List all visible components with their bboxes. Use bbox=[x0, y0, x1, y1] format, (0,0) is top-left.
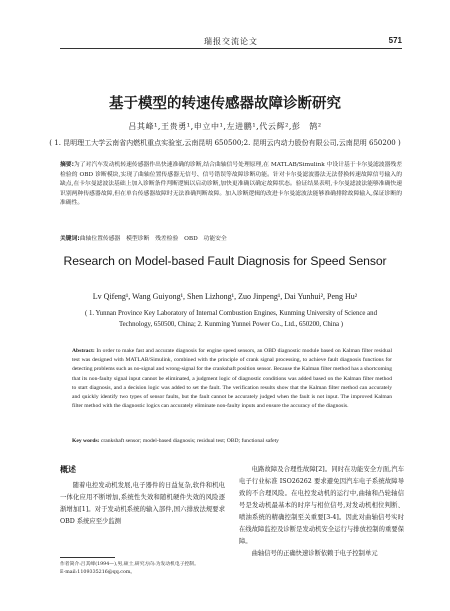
page-number: 571 bbox=[388, 36, 402, 45]
english-keywords bbox=[72, 437, 392, 446]
english-keywords-label: Key words: bbox=[72, 438, 100, 444]
english-authors: Lv Qifeng¹, Wang Guiyong¹, Shen Lizhong¹, Zuo Jinpeng¹, Dai Yunhui², Peng Hu² bbox=[92, 292, 358, 301]
body-paragraph: 电路故障及合理性故障[2]。同时在功能安全方面,汽车电子行业标准 ISO26262 要求避免因汽车电子系统故障导致的不合理风险。在电控发动机的运行中,曲轴和凸轮轴信号是发动机最基本的时序与相位信号,对发动机相位判断、喷油系统的精确控制至关重要[3-4]。因此对曲轴信号实时在线故障监控及诊断是发动机安全运行与排放控制的重要保障。 bbox=[239, 466, 404, 545]
body-column-left bbox=[60, 480, 225, 528]
body-paragraph: 随着电控发动机发展,电子器件的日益复杂,软件和机电一体化应用不断增加,系统性失效和随机硬件失效的风险逐渐增加[1]。对于发动机系统的输入部件,国六排放法规要求 OBD 系统应至少监测 bbox=[60, 482, 225, 525]
chinese-abstract-text: 为了对汽车发动机转速传感器作出快速准确的诊断,结合曲轴信号处理原理,在 MATLAB/Simulink 中设计基于卡尔曼滤波器残差检验的 OBD 诊断模块,实现了曲轴位置传感器无信号、信号错误等故障诊断功能。针对卡尔曼滤波器法无法替换转速故障信号输入的缺点,在卡尔曼滤波法基础上加入诊断条件判断逻辑以启动诊断,加快更准确以确定故障状态。验证结果表明,卡尔曼滤波法能够准确快速识别两种传感器故障,但在单台传感器故障时无法准确判断故障。加入诊断逻辑的改进卡尔曼滤波法能够准确排除故障输入,保证诊断的准确性。 bbox=[60, 162, 402, 207]
chinese-keywords-text: 曲轴位置传感器 模型诊断 残差检验 OBD 功能安全 bbox=[79, 236, 227, 242]
running-header bbox=[60, 30, 402, 49]
chinese-title: 基于模型的转速传感器故障诊断研究 bbox=[109, 96, 341, 112]
footnote-author-info: 作者简介:吕其峰(1994—),男,硕士,研究方向:为发动机电子控制。 bbox=[60, 562, 199, 567]
english-abstract-text: In order to make fast and accurate diagnosis for engine speed sensors, an OBD diagnostic module based on Kalman filter residual test was designed with MATLAB/Simulink, combined with the principle of crank signal processing, to achieve fault diagnosis functions for detecting problems such as no-signal and wrong-signal for the crankshaft position sensor. Because the Kalman filter method has a shortcoming that its non-faulty signal input cannot be eliminated, a judgment logic of diagnostic conditions was added based on the Kalman filter method to start diagnosis, and a decision logic was added to set the fault. The verification results show that the Kalman filter method can accurately and quickly identify two types of sensor faults, but the fault cannot be accurately judged when the fault is not input. The improved Kalman filter method with the diagnostic logics can accurately eliminate non-faulty inputs and ensure the accuracy of the diagnosis. bbox=[72, 348, 393, 410]
chinese-keywords-label: 关键词: bbox=[60, 236, 80, 242]
english-title: Research on Model-based Fault Diagnosis for Speed Sensor bbox=[63, 254, 387, 268]
english-keywords-text: crankshaft sensor; model-based diagnosis; residual test; OBD; functional safety bbox=[100, 438, 279, 444]
chinese-abstract-label: 摘要: bbox=[60, 162, 74, 168]
section-heading: 概述 bbox=[60, 465, 76, 474]
footnote-divider bbox=[60, 557, 115, 558]
footnote bbox=[60, 561, 228, 577]
body-paragraph: 曲轴信号的正确快速诊断依赖于电子控制单元 bbox=[251, 550, 378, 557]
english-abstract-label: Abstract: bbox=[72, 348, 95, 354]
chinese-affiliation: ( 1. 昆明理工大学云南省内燃机重点实验室,云南昆明 650500;2. 昆明云内动力股份有限公司,云南昆明 650200 ) bbox=[49, 139, 401, 147]
chinese-keywords bbox=[60, 235, 402, 244]
chinese-authors: 吕其峰¹,王贵勇¹,申立中¹,左进鹏¹,代云辉²,彭 鹄² bbox=[128, 122, 322, 131]
journal-name: 瑞报交流论文 bbox=[204, 37, 258, 46]
english-abstract bbox=[72, 347, 392, 411]
english-affiliation: ( 1. Yunnan Province Key Laboratory of Internal Combustion Engines, Kunming University of Science and Technology, 650500, China; 2. Kunming Yunnei Power Co., Ltd., 650200, China ) bbox=[85, 310, 377, 328]
body-column-right bbox=[239, 464, 404, 560]
footnote-email: E-mail:1109335216@qq.com。 bbox=[60, 570, 136, 575]
chinese-abstract bbox=[60, 161, 402, 209]
